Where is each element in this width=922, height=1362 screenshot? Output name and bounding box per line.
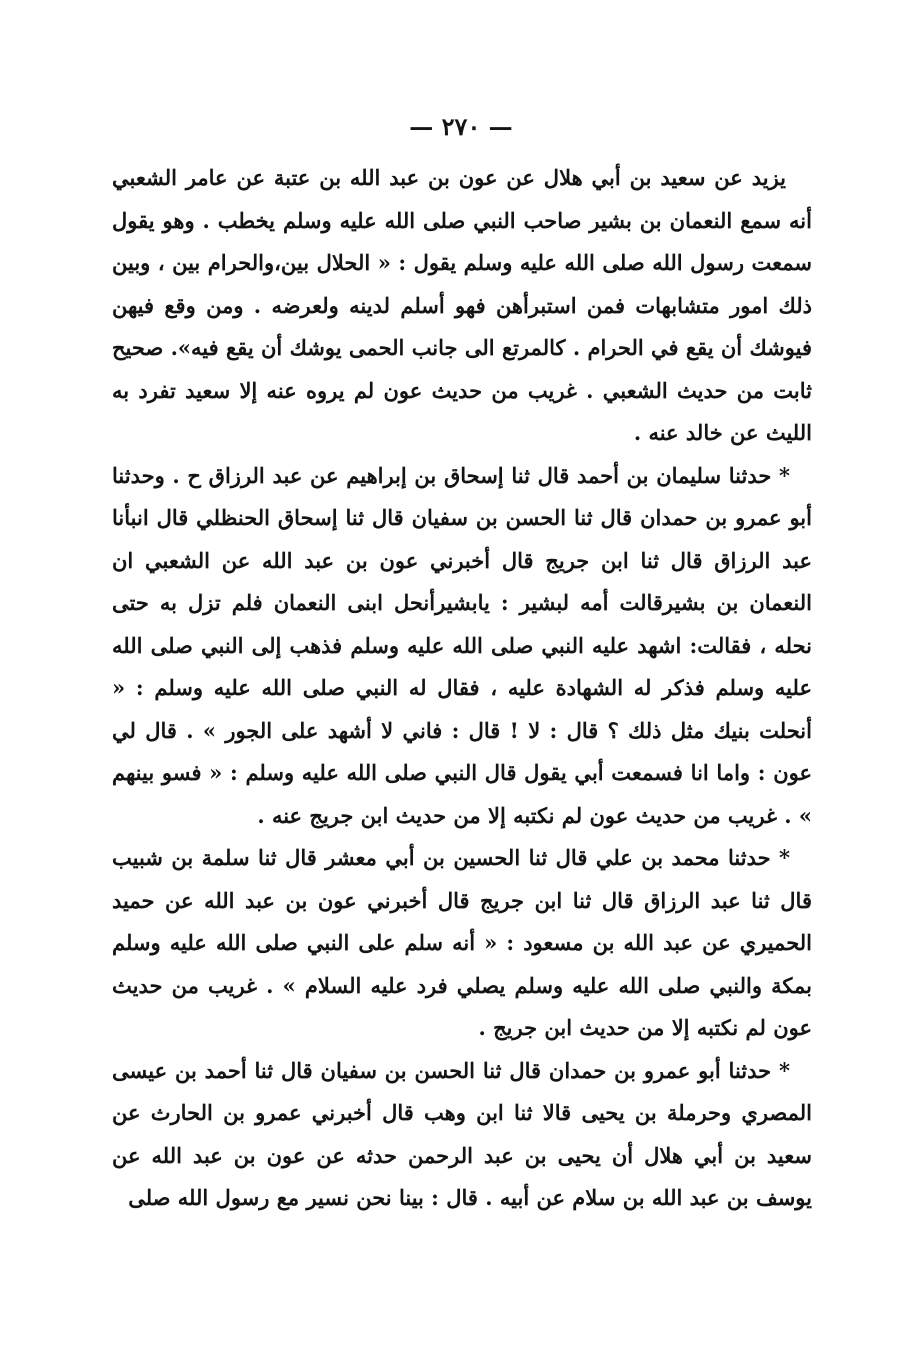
page-body-text	[112, 157, 812, 1220]
paragraph-3: * حدثنا محمد بن علي قال ثنا الحسين بن أبي معشر قال ثنا سلمة بن شبيب قال ثنا عبد الرزاق قال ثنا ابن جريج قال أخبرني عون بن عبد الله عن حميد الحميري عن عبد الله بن مسعود : « أنه سلم على النبي صلى الله عليه وسلم بمكة والنبي صلى الله عليه وسلم يصلي فرد عليه السلام » . غريب من حديث عون لم نكتبه إلا من حديث ابن جريج .	[112, 845, 812, 1040]
paragraph-4: * حدثنا أبو عمرو بن حمدان قال ثنا الحسن بن سفيان قال ثنا أحمد بن عيسى المصري وحرملة بن يحيى قالا ثنا ابن وهب قال أخبرني عمرو بن الحارث عن سعيد بن أبي هلال أن يحيى بن عبد الرحمن حدثه عن عون بن عبد الله عن يوسف بن عبد الله بن سلام عن أبيه . قال : بينا نحن نسير مع رسول الله صلى	[112, 1057, 812, 1210]
page-number: — ٢٧٠ —	[409, 112, 513, 141]
paragraph-2: * حدثنا سليمان بن أحمد قال ثنا إسحاق بن إبراهيم عن عبد الرزاق ح . وحدثنا أبو عمرو بن حمدان قال ثنا الحسن بن سفيان قال ثنا إسحاق الحنظلي قال انبأنا عبد الرزاق قال ثنا ابن جريج قال أخبرني عون بن عبد الله عن الشعبي ان النعمان بن بشيرقالت أمه لبشير : يابشيرأنحل ابنى النعمان فلم تزل به حتى نحله ، فقالت: اشهد عليه النبي صلى الله عليه وسلم فذهب إلى النبي صلى الله عليه وسلم فذكر له الشهادة عليه ، فقال له النبي صلى الله عليه وسلم : « أنحلت بنيك مثل ذلك ؟ قال : لا ! قال : فاني لا أشهد على الجور » . قال لي عون : واما انا فسمعت أبي يقول قال النبي صلى الله عليه وسلم : « فسو بينهم » . غريب من حديث عون لم نكتبه إلا من حديث ابن جريج عنه .	[112, 462, 813, 828]
paragraph-1: يزيد عن سعيد بن أبي هلال عن عون بن عبد الله بن عتبة عن عامر الشعبي أنه سمع النعمان بن بشير صاحب النبي صلى الله عليه وسلم يخطب . وهو يقول سمعت رسول الله صلى الله عليه وسلم يقول : « الحلال بين،والحرام بين ، وبين ذلك امور متشابهات فمن استبرأهن فهو أسلم لدينه ولعرضه . ومن وقع فيهن فيوشك أن يقع في الحرام . كالمرتع الى جانب الحمى يوشك أن يقع فيه». صحيح ثابت من حديث الشعبي . غريب من حديث عون لم يروه عنه إلا سعيد تفرد به الليث عن خالد عنه .	[112, 165, 812, 445]
